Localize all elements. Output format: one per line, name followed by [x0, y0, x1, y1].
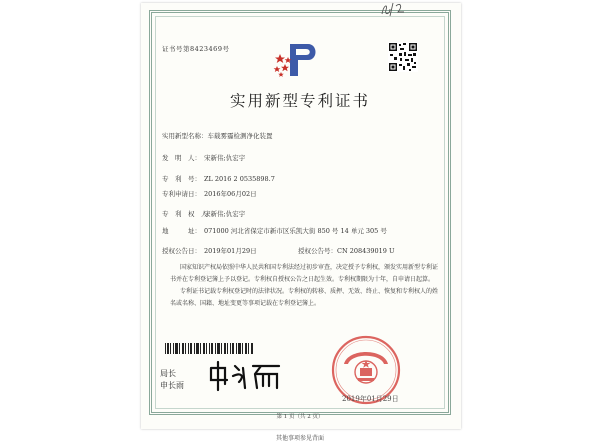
field-grant-date-value: 2019年01月29日 — [204, 247, 257, 255]
field-grant-no — [298, 246, 395, 255]
cnipa-emblem-icon — [268, 38, 320, 82]
field-grant-no-label: 授权公告号： — [298, 247, 337, 255]
field-address — [162, 226, 387, 235]
body-paragraph: 国家知识产权局依照中华人民共和国专利法经过初步审查，决定授予专利权，颁发实用新型专利证书并在专利登记簿上予以登记。专利权自授权公告之日起生效。专利权期限为十年，自申请日起算。 — [170, 264, 439, 283]
handwritten-mark — [378, 0, 408, 18]
certificate-number: 证书号第8423469号 — [162, 45, 230, 53]
field-patentee-value: 宋新伟;仇宏宇 — [204, 210, 246, 218]
certificate-body — [170, 262, 442, 310]
field-grant-date — [162, 246, 257, 255]
qr-code — [388, 42, 418, 72]
field-grant-date-label: 授权公告日： — [162, 247, 201, 255]
field-patent-no-label: 专 利 号： — [162, 175, 201, 183]
seal-date: 2019年01月29日 — [342, 395, 399, 403]
field-name-value: 车载雾霾检测净化装置 — [207, 132, 273, 140]
field-address-value: 071000 河北省保定市新市区乐凯大街 850 号 14 单元 305 号 — [204, 227, 387, 235]
field-inventor — [162, 153, 245, 162]
field-address-label: 地 址： — [162, 227, 201, 235]
signatory-title: 局长 — [160, 369, 176, 378]
field-inventor-value: 宋新伟;仇宏宇 — [204, 154, 246, 162]
certificate-title: 实用新型专利证书 — [229, 92, 370, 110]
field-patentee-label: 专 利 权 人： — [162, 210, 214, 218]
body-paragraph: 专利证书记载专利权登记时的法律状况。专利权的转移、质押、无效、终止、恢复和专利权人的姓名或名称、国籍、地址变更等事项记载在专利登记簿上。 — [170, 288, 439, 307]
field-patent-no-value: ZL 2016 2 0535898.7 — [204, 175, 275, 183]
field-patent-no — [162, 174, 275, 183]
field-filing-date — [162, 189, 257, 198]
field-filing-date-label: 专利申请日： — [162, 190, 201, 198]
signatory-name: 申长雨 — [160, 381, 184, 390]
field-filing-date-value: 2016年06月02日 — [204, 190, 257, 198]
signature — [205, 358, 285, 392]
field-name — [162, 131, 273, 140]
field-patentee — [162, 209, 245, 218]
field-grant-no-value: CN 208439019 U — [337, 247, 395, 255]
barcode — [165, 343, 255, 354]
field-name-label: 实用新型名称： — [162, 132, 208, 140]
page-number: 第 1 页（共 2 页） — [276, 414, 324, 420]
field-inventor-label: 发 明 人： — [162, 154, 201, 162]
back-note: 其他事项参见背面 — [275, 435, 324, 442]
